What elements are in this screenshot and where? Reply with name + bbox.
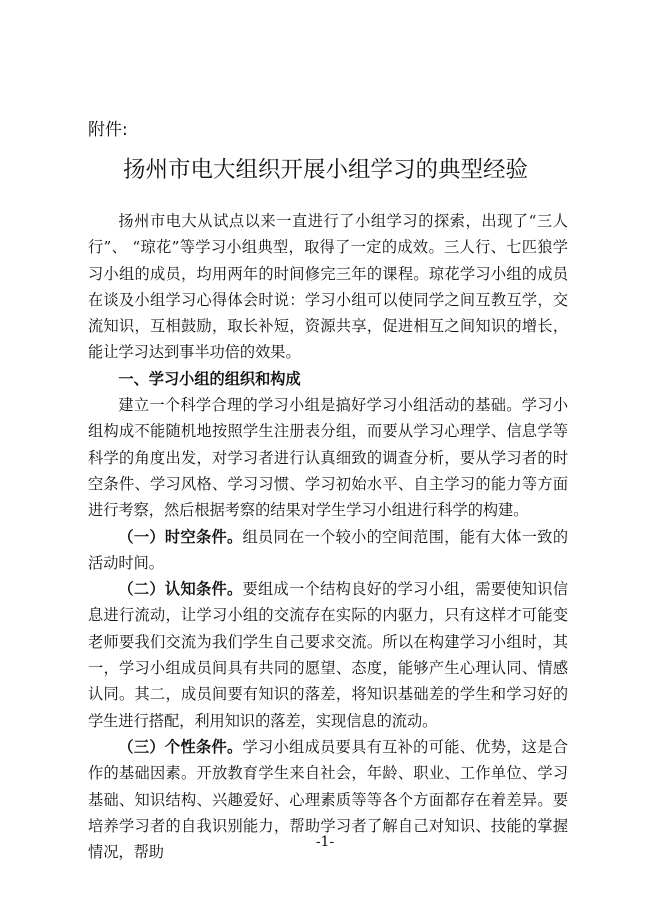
document-body — [88, 208, 568, 865]
document-title: 扬州市电大组织开展小组学习的典型经验 — [122, 157, 528, 183]
attachment-label: 附件: — [88, 120, 128, 140]
page-number: -1- — [315, 834, 335, 850]
condition-paragraph-time-space — [88, 524, 568, 577]
condition-text: 组员同在一个较小的空间范围，能有大体一致的活动时间。 — [88, 527, 569, 572]
condition-paragraph-cognitive — [88, 576, 568, 734]
condition-lead: （二）认知条件。 — [118, 580, 243, 599]
section-heading: 一、学习小组的组织和构成 — [118, 369, 301, 388]
condition-text: 学习小组成员要具有互补的可能、优势，这是合作的基础因素。开放教育学生来自社会，年龄、职业、工作单位、学习基础、知识结构、兴趣爱好、心理素质等等各个方面都存在着差异。要培养学习者的自我识别能力，帮助学习者了解自己对知识、技能的掌握情况，帮助 — [88, 737, 569, 862]
condition-lead: （一）时空条件。 — [118, 527, 243, 546]
section-paragraph: 建立一个科学合理的学习小组是搞好学习小组活动的基础。学习小组构成不能随机地按照学生注册表分组，而要从学习心理学、信息学等科学的角度出发，对学习者进行认真细致的调查分析，要从学习者的时空条件、学习风格、学习习惯、学习初始水平、自主学习的能力等方面进行考察，然后根据考察的结果对学生学习小组进行科学的构建。 — [88, 396, 568, 520]
intro-paragraph: 扬州市电大从试点以来一直进行了小组学习的探索，出现了“三人行”、 “琼花”等学习小组典型，取得了一定的成效。三人行、七匹狼学习小组的成员，均用两年的时间修完三年的课程。琼花学习小组的成员在谈及小组学习心得体会时说：学习小组可以使同学之间互教互学，交流知识，互相鼓励，取长补短，资源共享，促进相互之间知识的增长，能让学习达到事半功倍的效果。 — [88, 212, 568, 362]
condition-lead: （三）个性条件。 — [118, 737, 243, 756]
condition-text: 要组成一个结构良好的学习小组，需要使知识信息进行流动，让学习小组的交流存在实际的内驱力，只有这样才可能变老师要我们交流为我们学生自己要求交流。所以在构建学习小组时，其一，学习小组成员间具有共同的愿望、态度，能够产生心理认同、情感认同。其二，成员间要有知识的落差，将知识基础差的学生和学习好的学生进行搭配，利用知识的落差，实现信息的流动。 — [88, 580, 569, 730]
